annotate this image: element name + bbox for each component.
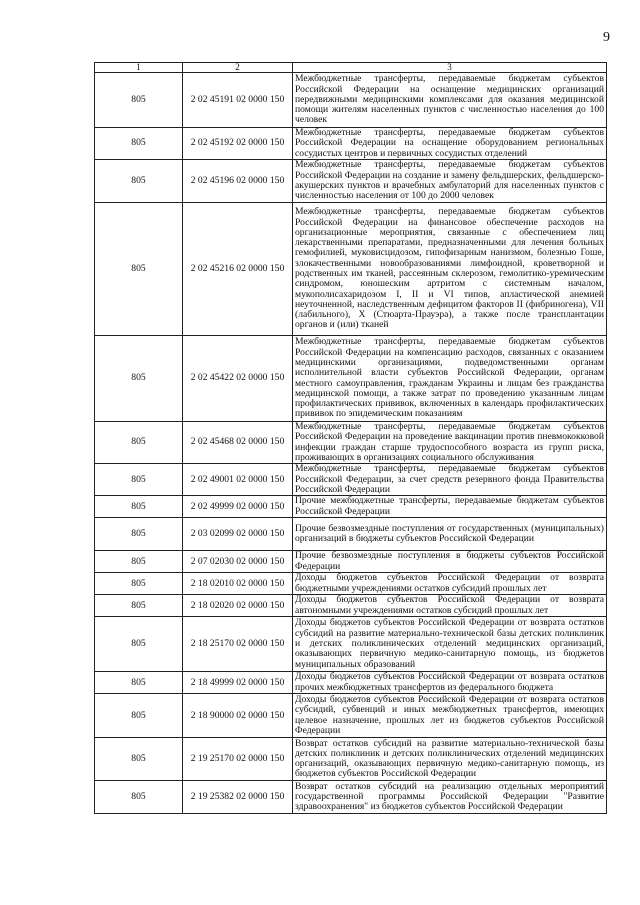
revenue-name-cell: Межбюджетные трансферты, передаваемые бюджетам субъектов Российской Федерации на оснащение медицинских организаций передвижными медицинскими комплексами для оказания медицинской помощи жителям населенных пунктов с численностью населения до 100 человек: [293, 73, 607, 128]
admin-code-cell: 805: [95, 464, 183, 496]
column-header: 2: [183, 63, 293, 73]
table-row: [95, 203, 607, 336]
revenue-code-cell: 2 02 45216 02 0000 150: [183, 203, 293, 336]
admin-code-cell: 805: [95, 496, 183, 518]
admin-code-cell: 805: [95, 422, 183, 464]
revenue-code-cell: 2 02 49999 02 0000 150: [183, 496, 293, 518]
revenue-name-cell: Возврат остатков субсидий на развитие материально-технической базы детских поликлиник и детских поликлинических отделений медицинских организаций, оказывающих первичную медико-санитарную помощь, из бюджетов субъектов Российской Федерации: [293, 738, 607, 781]
table-row: [95, 518, 607, 551]
revenue-name-cell: Прочие безвозмездные поступления в бюджеты субъектов Российской Федерации: [293, 551, 607, 573]
revenue-name-cell: Доходы бюджетов субъектов Российской Федерации от возврата бюджетными учреждениями остатков субсидий прошлых лет: [293, 573, 607, 595]
revenue-name-cell: Межбюджетные трансферты, передаваемые бюджетам субъектов Российской Федерации, за счет средств резервного фонда Правительства Российской Федерации: [293, 464, 607, 496]
revenue-code-cell: 2 02 45192 02 0000 150: [183, 128, 293, 160]
revenue-code-cell: 2 18 49999 02 0000 150: [183, 672, 293, 694]
table-row: [95, 336, 607, 422]
admin-code-cell: 805: [95, 551, 183, 573]
table-row: [95, 573, 607, 595]
admin-code-cell: 805: [95, 336, 183, 422]
table-row: [95, 496, 607, 518]
column-header: 1: [95, 63, 183, 73]
table-row: [95, 781, 607, 814]
revenue-name-cell: Доходы бюджетов субъектов Российской Федерации от возврата остатков субсидий на развитие материально-технической базы детских поликлиник и детских поликлинических отделений медицинских организаций, оказывающих первичную медико-санитарную помощь, из бюджетов муниципальных образований: [293, 617, 607, 672]
revenue-name-cell: Доходы бюджетов субъектов Российской Федерации от возврата автономными учреждениями остатков субсидий прошлых лет: [293, 595, 607, 617]
table-row: [95, 694, 607, 738]
revenue-code-cell: 2 02 45196 02 0000 150: [183, 160, 293, 203]
admin-code-cell: 805: [95, 738, 183, 781]
column-header: 3: [293, 63, 607, 73]
revenue-name-cell: Межбюджетные трансферты, передаваемые бюджетам субъектов Российской Федерации на компенсацию расходов, связанных с оказанием медицинскими организациями, подведомственными органам исполнительной власти субъектов Российской Федерации, органам местного самоуправления, гражданам Украины и лицам без гражданства медицинской помощи, а также затрат по проведению указанным лицам профилактических прививок, включенных в календарь профилактических прививок по эпидемическим показаниям: [293, 336, 607, 422]
revenue-code-cell: 2 18 25170 02 0000 150: [183, 617, 293, 672]
revenue-name-cell: Межбюджетные трансферты, передаваемые бюджетам субъектов Российской Федерации на создание и замену фельдшерских, фельдшерско-акушерских пунктов и врачебных амбулаторий для населенных пунктов с численностью населения от 100 до 2000 человек: [293, 160, 607, 203]
revenue-code-cell: 2 19 25170 02 0000 150: [183, 738, 293, 781]
admin-code-cell: 805: [95, 694, 183, 738]
table-row: [95, 595, 607, 617]
table-row: [95, 160, 607, 203]
admin-code-cell: 805: [95, 203, 183, 336]
revenue-code-cell: 2 19 25382 02 0000 150: [183, 781, 293, 814]
table-row: [95, 464, 607, 496]
revenue-name-cell: Возврат остатков субсидий на реализацию отдельных мероприятий государственной программы Российской Федерации "Развитие здравоохранения" из бюджетов субъектов Российской Федерации: [293, 781, 607, 814]
table-row: [95, 128, 607, 160]
revenue-name-cell: Межбюджетные трансферты, передаваемые бюджетам субъектов Российской Федерации на финансовое обеспечение расходов на организационные мероприятия, связанные с обеспечением лиц лекарственными препаратами, предназначенными для лечения больных гемофилией, муковисцидозом, гипофизарным нанизмом, болезнью Гоше, злокачественными новообразованиями лимфоидной, кроветворной и родственных им тканей, рассеянным склерозом, гемолитико-уремическим синдромом, юношеским артритом с системным началом, мукополисахаридозом I, II и VI типов, апластической анемией неуточненной, наследственным дефицитом факторов II (фибриногена), VII (лабильного), X (Стюарта-Прауэра), а также после трансплантации органов и (или) тканей: [293, 203, 607, 336]
admin-code-cell: 805: [95, 595, 183, 617]
revenue-name-cell: Межбюджетные трансферты, передаваемые бюджетам субъектов Российской Федерации на проведение вакцинации против пневмококковой инфекции граждан старше трудоспособного возраста из групп риска, проживающих в организациях социального обслуживания: [293, 422, 607, 464]
revenue-code-cell: 2 18 90000 02 0000 150: [183, 694, 293, 738]
table-row: [95, 73, 607, 128]
revenue-code-cell: 2 18 02020 02 0000 150: [183, 595, 293, 617]
table-row: [95, 617, 607, 672]
revenue-code-cell: 2 03 02099 02 0000 150: [183, 518, 293, 551]
admin-code-cell: 805: [95, 160, 183, 203]
revenue-code-cell: 2 07 02030 02 0000 150: [183, 551, 293, 573]
table-row: [95, 672, 607, 694]
revenue-name-cell: Прочие межбюджетные трансферты, передаваемые бюджетам субъектов Российской Федерации: [293, 496, 607, 518]
revenue-code-cell: 2 18 02010 02 0000 150: [183, 573, 293, 595]
admin-code-cell: 805: [95, 73, 183, 128]
admin-code-cell: 805: [95, 617, 183, 672]
revenue-code-cell: 2 02 45191 02 0000 150: [183, 73, 293, 128]
revenue-code-cell: 2 02 45422 02 0000 150: [183, 336, 293, 422]
admin-code-cell: 805: [95, 128, 183, 160]
table-row: [95, 422, 607, 464]
table-header-row: [95, 63, 607, 73]
table-row: [95, 738, 607, 781]
admin-code-cell: 805: [95, 518, 183, 551]
revenue-codes-table: [94, 62, 607, 814]
revenue-name-cell: Доходы бюджетов субъектов Российской Федерации от возврата остатков субсидий, субвенций и иных межбюджетных трансфертов, имеющих целевое назначение, прошлых лет из бюджетов субъектов Российской Федерации: [293, 694, 607, 738]
table-row: [95, 551, 607, 573]
revenue-code-cell: 2 02 45468 02 0000 150: [183, 422, 293, 464]
revenue-name-cell: Межбюджетные трансферты, передаваемые бюджетам субъектов Российской Федерации на оснащение оборудованием региональных сосудистых центров и первичных сосудистых отделений: [293, 128, 607, 160]
revenue-name-cell: Прочие безвозмездные поступления от государственных (муниципальных) организаций в бюджеты субъектов Российской Федерации: [293, 518, 607, 551]
admin-code-cell: 805: [95, 573, 183, 595]
admin-code-cell: 805: [95, 781, 183, 814]
admin-code-cell: 805: [95, 672, 183, 694]
revenue-name-cell: Доходы бюджетов субъектов Российской Федерации от возврата остатков прочих межбюджетных трансфертов из федерального бюджета: [293, 672, 607, 694]
revenue-code-cell: 2 02 49001 02 0000 150: [183, 464, 293, 496]
page-number: 9: [603, 30, 610, 45]
